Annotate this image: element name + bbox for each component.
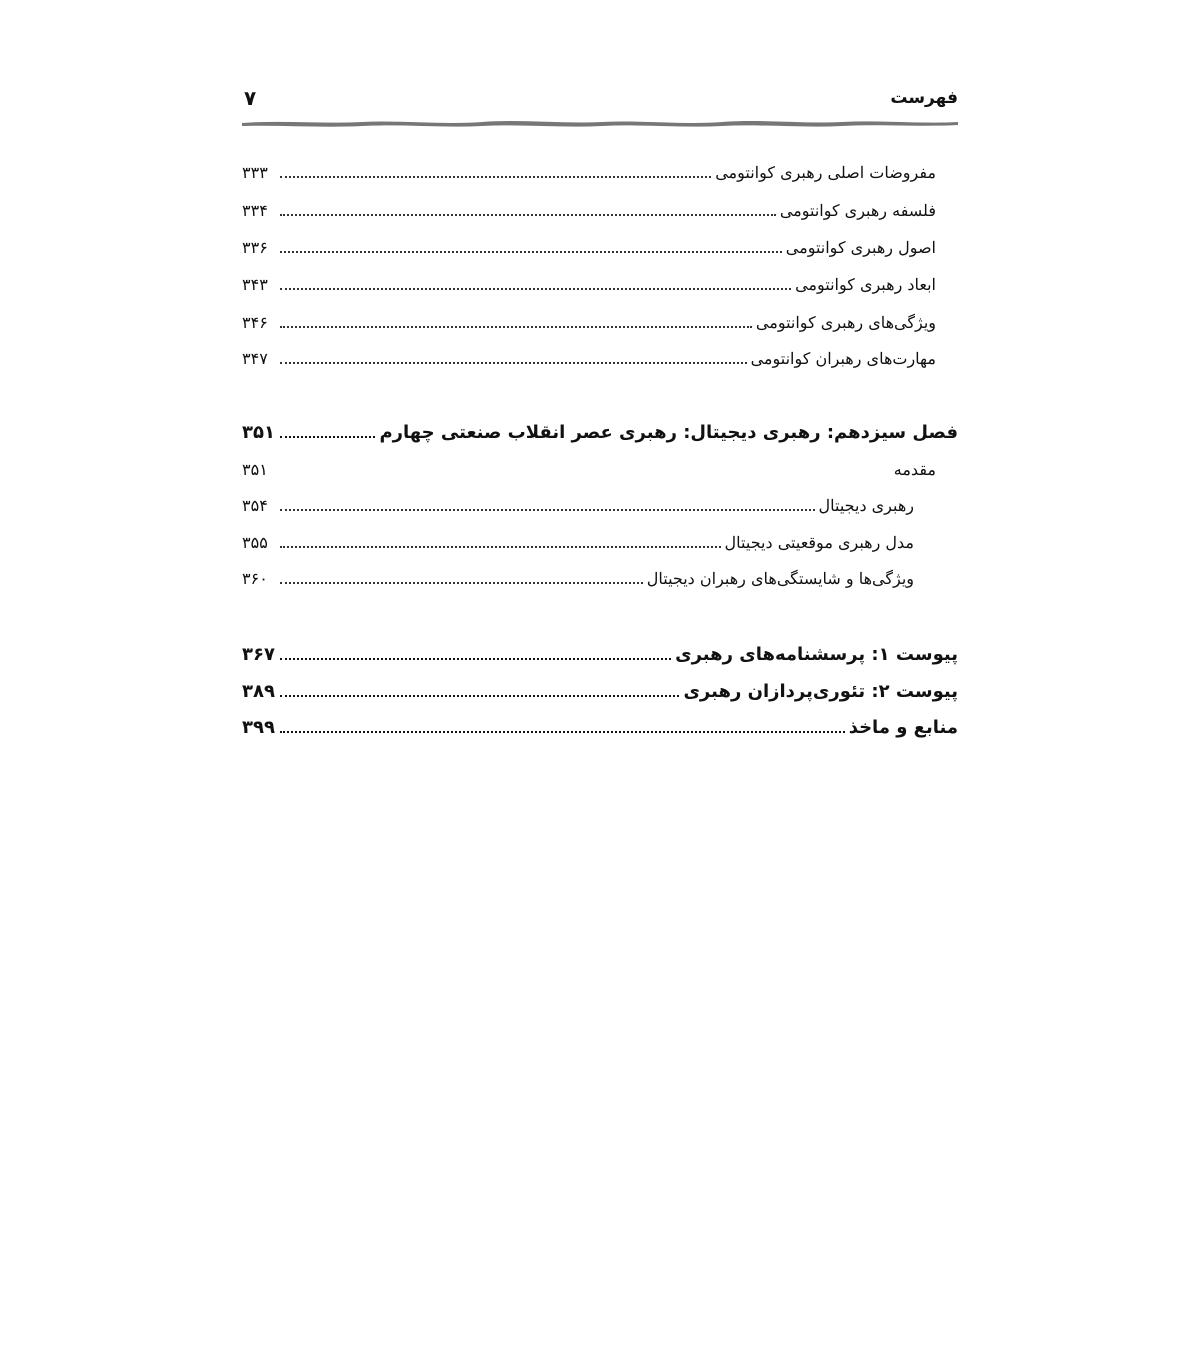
toc-entry xyxy=(242,564,914,594)
toc-entry xyxy=(242,233,936,263)
toc-entry-title: فلسفه رهبری کوانتومی xyxy=(779,201,936,220)
dot-leader xyxy=(280,546,721,548)
dot-leader xyxy=(280,582,643,584)
toc-entry-page: ۳۳۴ xyxy=(242,201,268,220)
toc-entry xyxy=(242,270,936,300)
dot-leader xyxy=(280,362,747,364)
toc-entry-title: رهبری دیجیتال xyxy=(818,496,914,515)
toc-entry xyxy=(242,196,936,226)
toc-entry-page: ۳۵۵ xyxy=(242,533,268,552)
dot-leader xyxy=(280,509,815,511)
toc-entry-title: اصول رهبری کوانتومی xyxy=(785,238,936,257)
toc-entry xyxy=(242,528,914,558)
page-header xyxy=(242,84,958,114)
toc-entry-title: ویژگی‌های رهبری کوانتومی xyxy=(755,313,936,332)
toc-chapter-title: فصل سیزدهم: رهبری دیجیتال: رهبری عصر انقلاب صنعتی چهارم xyxy=(379,422,958,443)
toc-entry-page: ۳۴۳ xyxy=(242,275,268,294)
toc-entry-page: ۳۳۳ xyxy=(242,163,268,182)
header-page-number: ۷ xyxy=(244,86,257,110)
dot-leader xyxy=(280,731,845,733)
dot-leader xyxy=(280,695,679,697)
dot-leader xyxy=(280,326,752,328)
dot-leader xyxy=(280,436,375,438)
toc-entry-page: ۳۵۱ xyxy=(242,460,268,479)
toc-entry-title: مفروضات اصلی رهبری کوانتومی xyxy=(715,163,936,182)
toc-appendix xyxy=(242,640,958,670)
dot-leader xyxy=(280,658,671,660)
toc-entry-title: ویژگی‌ها و شایستگی‌های رهبران دیجیتال xyxy=(646,569,914,588)
toc-entry xyxy=(242,455,936,485)
toc-appendix-page: ۳۸۹ xyxy=(242,681,275,702)
toc-appendix-title: پیوست ۱: پرسشنامه‌های رهبری xyxy=(675,644,958,665)
toc-appendix-page: ۳۶۷ xyxy=(242,644,275,665)
dot-leader xyxy=(280,288,791,290)
toc-entry-title: مدل رهبری موقعیتی دیجیتال xyxy=(724,533,914,552)
header-title: فهرست xyxy=(890,88,958,108)
toc-entry-title: مقدمه xyxy=(893,460,936,479)
toc-entry-title: ابعاد رهبری کوانتومی xyxy=(795,275,936,294)
toc-appendix xyxy=(242,677,958,707)
toc-entry-page: ۳۵۴ xyxy=(242,496,268,515)
header-rule xyxy=(242,116,958,130)
toc-references xyxy=(242,713,958,743)
toc-entry-page: ۳۴۷ xyxy=(242,349,268,368)
dot-leader xyxy=(280,176,711,178)
toc-entry xyxy=(242,158,936,188)
toc-entry-title: مهارت‌های رهبران کوانتومی xyxy=(750,349,936,368)
toc-entry xyxy=(242,344,936,374)
toc-entry-page: ۳۳۶ xyxy=(242,238,268,257)
toc-entry xyxy=(242,491,914,521)
toc-entry xyxy=(242,308,936,338)
dot-leader xyxy=(280,214,776,216)
toc-chapter-heading xyxy=(242,418,958,448)
dot-leader xyxy=(280,251,782,253)
toc-chapter-page: ۳۵۱ xyxy=(242,422,275,443)
toc-references-title: منابع و ماخذ xyxy=(848,717,958,738)
toc-entry-page: ۳۶۰ xyxy=(242,569,268,588)
toc-appendix-title: پیوست ۲: تئوری‌پردازان رهبری xyxy=(683,681,958,702)
toc-entry-page: ۳۴۶ xyxy=(242,313,268,332)
toc-references-page: ۳۹۹ xyxy=(242,717,275,738)
